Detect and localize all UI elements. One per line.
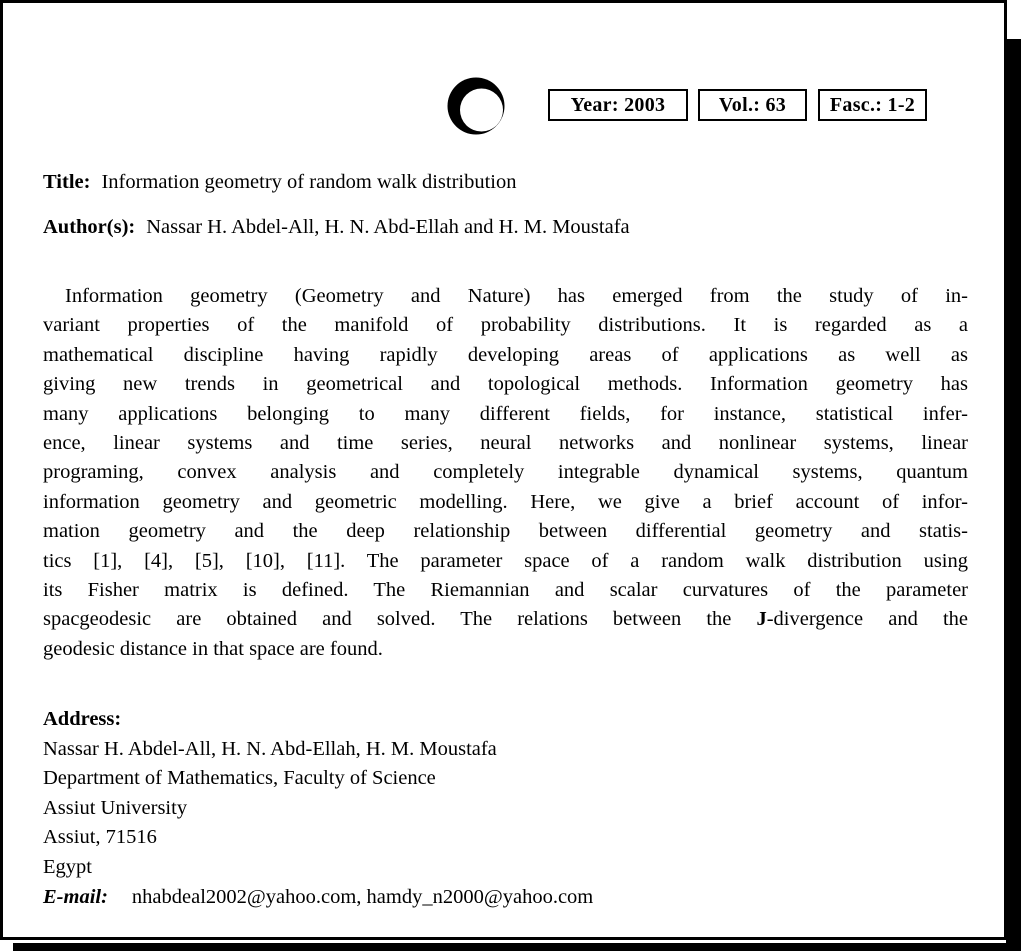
abstract-line: programing, convex analysis and completely integrable dynamical systems, quantum	[43, 461, 968, 484]
page-drop-shadow-right	[1006, 39, 1021, 951]
abstract-line: giving new trends in geometrical and topological methods. Information geometry has	[43, 373, 968, 396]
authors-line	[43, 216, 630, 239]
volume-badge: Vol.: 63	[698, 89, 807, 121]
abstract-line: ence, linear systems and time series, neural networks and nonlinear systems, linear	[43, 431, 968, 454]
abstract-line-segment: -divergence and the	[766, 608, 968, 631]
title-line	[43, 171, 517, 194]
abstract-line: many applications belonging to many different fields, for instance, statistical infer-	[43, 402, 968, 425]
abstract-line: mathematical discipline having rapidly developing areas of applications as well as	[43, 343, 968, 366]
title-text: Information geometry of random walk distribution	[101, 171, 517, 193]
abstract-line	[43, 605, 968, 634]
year-badge: Year: 2003	[548, 89, 688, 121]
address-line-department: Department of Mathematics, Faculty of Science	[43, 767, 436, 790]
abstract-line: Information geometry (Geometry and Nature) has emerged from the study of in-	[65, 285, 968, 307]
j-divergence-bold-letter: J	[756, 608, 767, 631]
page-drop-shadow-bottom	[13, 943, 1021, 951]
fascicle-badge: Fasc.: 1-2	[818, 89, 927, 121]
email-line	[43, 883, 593, 913]
address-label: Address:	[43, 708, 122, 730]
address-line-city: Assiut, 71516	[43, 826, 157, 849]
crescent-moon-icon	[446, 76, 508, 138]
abstract-line: variant properties of the manifold of probability distributions. It is regarded as a	[43, 314, 968, 337]
abstract-line: mation geometry and the deep relationship between differential geometry and statis-	[43, 520, 968, 543]
address-line-authors: Nassar H. Abdel-All, H. N. Abd-Ellah, H. M. Moustafa	[43, 737, 497, 760]
authors-label: Author(s):	[43, 216, 136, 238]
abstract-paragraph	[43, 282, 968, 664]
address-line-country: Egypt	[43, 855, 92, 878]
address-line-university: Assiut University	[43, 796, 188, 819]
abstract-line: information geometry and geometric modelling. Here, we give a brief account of infor-	[43, 490, 968, 513]
address-block	[43, 705, 593, 912]
abstract-line: geodesic distance in that space are found.	[43, 637, 383, 660]
authors-text: Nassar H. Abdel-All, H. N. Abd-Ellah and H. M. Moustafa	[146, 216, 630, 238]
abstract-line-segment: spacgeodesic are obtained and solved. The relations between the	[43, 608, 757, 631]
title-label: Title:	[43, 171, 91, 193]
email-addresses: nhabdeal2002@yahoo.com, hamdy_n2000@yahoo.com	[131, 885, 594, 908]
email-label: E-mail:	[43, 885, 108, 908]
abstract-line: its Fisher matrix is defined. The Riemannian and scalar curvatures of the parameter	[43, 578, 968, 601]
abstract-line: tics [1], [4], [5], [10], [11]. The parameter space of a random walk distribution using	[43, 549, 968, 572]
